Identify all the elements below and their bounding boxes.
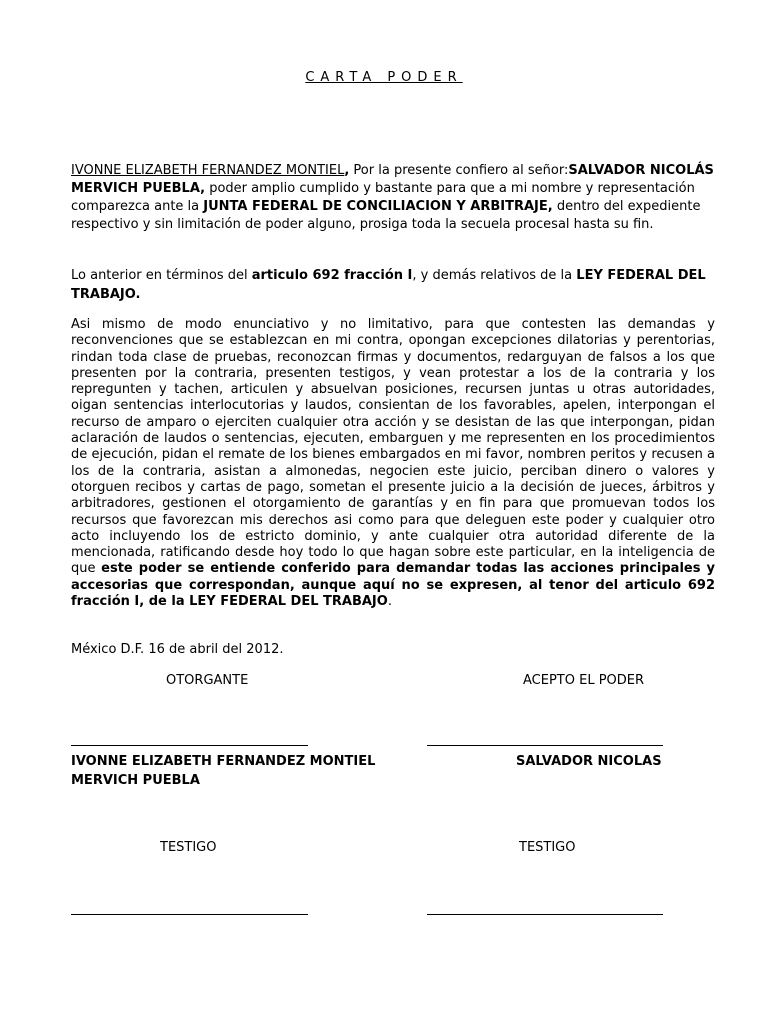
comma: , [344,163,350,178]
signature-line-otorgante [71,745,308,746]
acepto-name-line2: MERVICH PUEBLA [71,773,200,788]
testigo-left-label: TESTIGO [160,840,217,855]
acepto-name-line1: SALVADOR NICOLAS [516,754,662,769]
grant-text-3: dentro del expediente respectivo y sin limitación de poder alguno, prosiga toda la secuela procesal hasta su fin. [71,199,701,232]
junta-name: JUNTA FEDERAL DE CONCILIACION Y ARBITRAJE, [203,199,553,214]
grant-text-2: poder amplio cumplido y bastante para que a mi nombre y representación comparezca ante la [71,181,695,214]
otorgante-label: OTORGANTE [166,673,249,688]
date-line: México D.F. 16 de abril del 2012. [71,642,284,657]
article-ref: articulo 692 fracción I [251,268,413,283]
basis-text-2: , y demás relativos de la [412,268,577,283]
testigo-right-label: TESTIGO [519,840,576,855]
signature-line-testigo-right [427,914,663,915]
basis-text-1: Lo anterior en términos del [71,268,252,283]
law-name: LEY FEDERAL DEL TRABAJO. [71,268,706,302]
signature-line-acepto [427,745,663,746]
grantor-name: IVONNE ELIZABETH FERNANDEZ MONTIEL [71,163,345,178]
paragraph-powers [71,317,715,610]
paragraph-grant [71,162,715,234]
attorney-name: SALVADOR NICOLÁS MERVICH PUEBLA, [71,163,714,196]
acepto-label: ACEPTO EL PODER [523,673,645,688]
powers-text: Asi mismo de modo enunciativo y no limitativo, para que contesten las demandas y reconvenciones que se establezcan en mi contra, opongan excepciones dilatorias y perentorias, rindan toda clase de pruebas, reconozcan firmas y documentos, redarguyan de falsos a los que presenten por la contraria, presenten testigos, y vean protestar a los de la contraria y los repregunten y tachen, articulen y absuelvan posiciones, recursen juntas u otras autoridades, oigan sentencias interlocutorias y laudos, consientan de los favorables, apelen, interpongan el recurso de amparo o ejerciten cualquier otra acción y se desistan de las que interpongan, pidan aclaración de laudos o sentencias, ejecuten, embarguen y me representen en los procedimientos de ejecución, pidan el remate de los bienes embargados en mi favor, nombren peritos y recusen a los de la contraria, asistan a almonedas, negocien este juicio, perciban dinero o valores y otorguen recibos y cartas de pago, sometan el presente juicio a la decisión de jueces, árbitros y arbitradores, gestionen el otorgamiento de garantías y en fin para que promuevan todos los recursos que favorezcan mis derechos asi como para que deleguen este poder y cualquier otro acto incluyendo los de estricto dominio, y ante cualquier otra autoridad diferente de la mencionada, ratificando desde hoy todo lo que hagan sobre este particular, en la inteligencia de que [71,317,715,577]
otorgante-name: IVONNE ELIZABETH FERNANDEZ MONTIEL [71,754,376,769]
grant-text-1: Por la presente confiero al señor: [349,163,569,178]
powers-end: . [387,594,392,610]
paragraph-legal-basis [71,266,715,304]
document-title: CARTA PODER [305,70,463,85]
signature-line-testigo-left [71,914,308,915]
powers-bold-text: este poder se entiende conferido para demandar todas las acciones principales y accesorias que correspondan, aunque aquí no se expresen, al tenor del articulo 692 fracción I, de la LEY FEDERAL DEL TRABAJO [71,561,715,610]
